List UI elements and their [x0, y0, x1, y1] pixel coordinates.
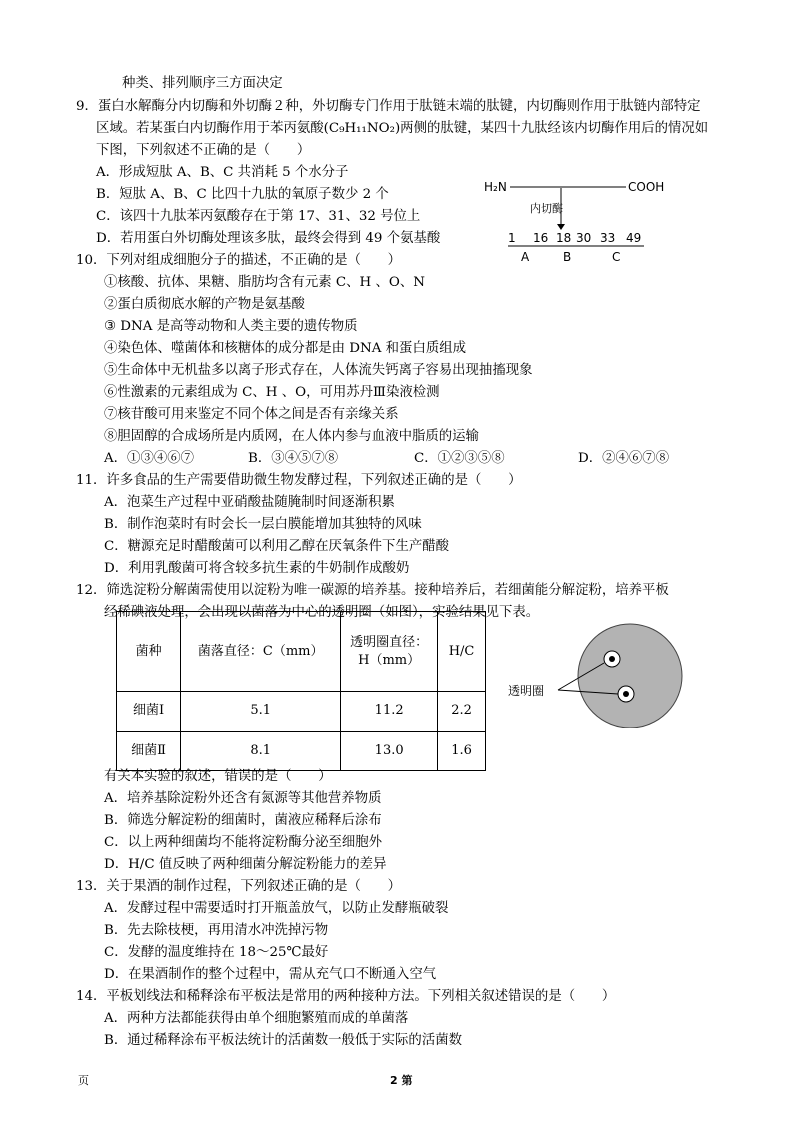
- option-c: C．该四十九肽苯丙氨酸存在于第 17、31、32 号位上: [96, 209, 421, 224]
- question-9-stem: 9．蛋白水解酶分内切酶和外切酶２种，外切酶专门作用于肽链末端的肽键，内切酶则作用于肽链内部特定: [76, 99, 701, 114]
- position-label: 49: [626, 231, 642, 245]
- option-c: C．以上两种细菌均不能将淀粉酶分泌至细胞外: [104, 835, 383, 850]
- option-d: D．H/C 值反映了两种细菌分解淀粉能力的差异: [104, 857, 387, 872]
- colony: [609, 656, 615, 662]
- option-b: B．③④⑤⑦⑧: [248, 451, 339, 466]
- option-b: B．筛选分解淀粉的细菌时，菌液应稀释后涂布: [104, 813, 382, 828]
- colony: [623, 691, 629, 697]
- clear-zone-label: 透明圈: [508, 684, 545, 698]
- text-line: 区域。若某蛋白内切酶作用于苯丙氨酸(C₉H₁₁NO₂)两侧的肽键，某四十九肽经该内切酶作用后的情况如: [96, 121, 709, 136]
- table-row: [117, 731, 486, 771]
- statement-6: ⑥性激素的元素组成为 C、H 、O，可用苏丹Ⅲ染液检测: [104, 385, 440, 400]
- option-a: A．培养基除淀粉外还含有氮源等其他营养物质: [104, 791, 382, 806]
- segment-label: C: [612, 250, 621, 264]
- amino-terminus-label: H₂N: [484, 180, 507, 194]
- table-cell: 5.1: [181, 692, 341, 732]
- table-cell: 2.2: [438, 692, 486, 732]
- text-line: 种类、排列顺序三方面决定: [122, 76, 283, 91]
- position-label: 1: [508, 231, 516, 245]
- table-header-cell: 菌落直径：C（mm）: [181, 612, 341, 692]
- text-line: 有关本实验的叙述，错误的是（ ）: [104, 769, 332, 784]
- petri-dish: [578, 624, 682, 728]
- option-a: A．发酵过程中需要适时打开瓶盖放气，以防止发酵瓶破裂: [104, 901, 449, 916]
- question-13-stem: 13．关于果酒的制作过程，下列叙述正确的是（ ）: [76, 879, 402, 894]
- option-b: B．先去除枝梗，再用清水冲洗掉污物: [104, 923, 329, 938]
- table-cell: 细菌Ⅱ: [117, 731, 181, 771]
- position-label: 16: [533, 231, 549, 245]
- table-header-cell: 菌种: [117, 612, 181, 692]
- question-10-stem: 10．下列对组成细胞分子的描述，不正确的是（ ）: [76, 253, 402, 268]
- culture-plate-diagram: [496, 622, 686, 728]
- table-cell: 8.1: [181, 731, 341, 771]
- option-c: C．糖源充足时醋酸菌可以利用乙醇在厌氧条件下生产醋酸: [104, 539, 450, 554]
- statement-7: ⑦核苷酸可用来鉴定不同个体之间是否有亲缘关系: [104, 407, 399, 422]
- option-d: D．②④⑥⑦⑧: [578, 451, 670, 466]
- segment-label: B: [563, 250, 572, 264]
- statement-1: ①核酸、抗体、果糖、脂肪均含有元素 C、H 、O、N: [104, 275, 425, 290]
- question-14-stem: 14．平板划线法和稀释涂布平板法是常用的两种接种方法。下列相关叙述错误的是（ ）: [76, 989, 616, 1004]
- option-b: B．通过稀释涂布平板法统计的活菌数一般低于实际的活菌数: [104, 1033, 462, 1048]
- option-a: A．形成短肽 A、B、C 共消耗 5 个水分子: [96, 165, 349, 180]
- statement-5: ⑤生命体中无机盐多以离子形式存在，人体流失钙离子容易出现抽搐现象: [104, 363, 533, 378]
- table-row: [117, 692, 486, 732]
- statement-8: ⑧胆固醇的合成场所是内质网，在人体内参与血液中脂质的运输: [104, 429, 479, 444]
- segment-label: A: [521, 250, 530, 264]
- results-table: [116, 611, 486, 771]
- peptide-diagram: [480, 172, 680, 268]
- option-d: D．在果酒制作的整个过程中，需从充气口不断通入空气: [104, 967, 437, 982]
- statement-2: ②蛋白质彻底水解的产物是氨基酸: [104, 297, 305, 312]
- question-11-stem: 11．许多食品的生产需要借助微生物发酵过程，下列叙述正确的是（ ）: [76, 473, 522, 488]
- statement-3: ③ DNA 是高等动物和人类主要的遗传物质: [104, 319, 358, 334]
- option-d: D．利用乳酸菌可将含较多抗生素的牛奶制作成酸奶: [104, 561, 410, 576]
- footer-left: 页: [78, 1074, 89, 1087]
- table-header-cell: H/C: [438, 612, 486, 692]
- page-number: 2 第: [390, 1074, 413, 1087]
- table-cell: 13.0: [341, 731, 438, 771]
- option-c: C．发酵的温度维持在 18～25℃最好: [104, 945, 329, 960]
- table-cell: 11.2: [341, 692, 438, 732]
- arrow-down-icon: [557, 224, 565, 230]
- enzyme-label: 内切酶: [530, 202, 563, 215]
- position-label: 18: [556, 231, 572, 245]
- position-label: 33: [600, 231, 616, 245]
- option-a: A．泡菜生产过程中亚硝酸盐随腌制时间逐渐积累: [104, 495, 395, 510]
- position-label: 30: [576, 231, 592, 245]
- table-cell: 细菌Ⅰ: [117, 692, 181, 732]
- statement-4: ④染色体、噬菌体和核糖体的成分都是由 DNA 和蛋白质组成: [104, 341, 467, 356]
- option-d: D．若用蛋白外切酶处理该多肽，最终会得到 49 个氨基酸: [96, 231, 441, 246]
- option-a: A．两种方法都能获得由单个细胞繁殖而成的单菌落: [104, 1011, 409, 1026]
- table-header-row: [117, 612, 486, 692]
- option-b: B．制作泡菜时有时会长一层白膜能增加其独特的风味: [104, 517, 422, 532]
- carboxyl-terminus-label: COOH: [628, 180, 665, 194]
- question-12-stem: 12．筛选淀粉分解菌需使用以淀粉为唯一碳源的培养基。接种培养后，若细菌能分解淀粉，培养平板: [76, 583, 669, 598]
- option-b: B．短肽 A、B、C 比四十九肽的氧原子数少 2 个: [96, 187, 389, 202]
- text-line: 下图，下列叙述不正确的是（ ）: [96, 143, 311, 158]
- table-cell: 1.6: [438, 731, 486, 771]
- option-a: A．①③④⑥⑦: [104, 451, 195, 466]
- table-header-cell: 透明圈直径：H（mm）: [341, 612, 438, 692]
- text-line: 经稀碘液处理，会出现以菌落为中心的透明圈（如图），实验结果见下表。: [104, 605, 540, 620]
- option-c: C．①②③⑤⑧: [414, 451, 505, 466]
